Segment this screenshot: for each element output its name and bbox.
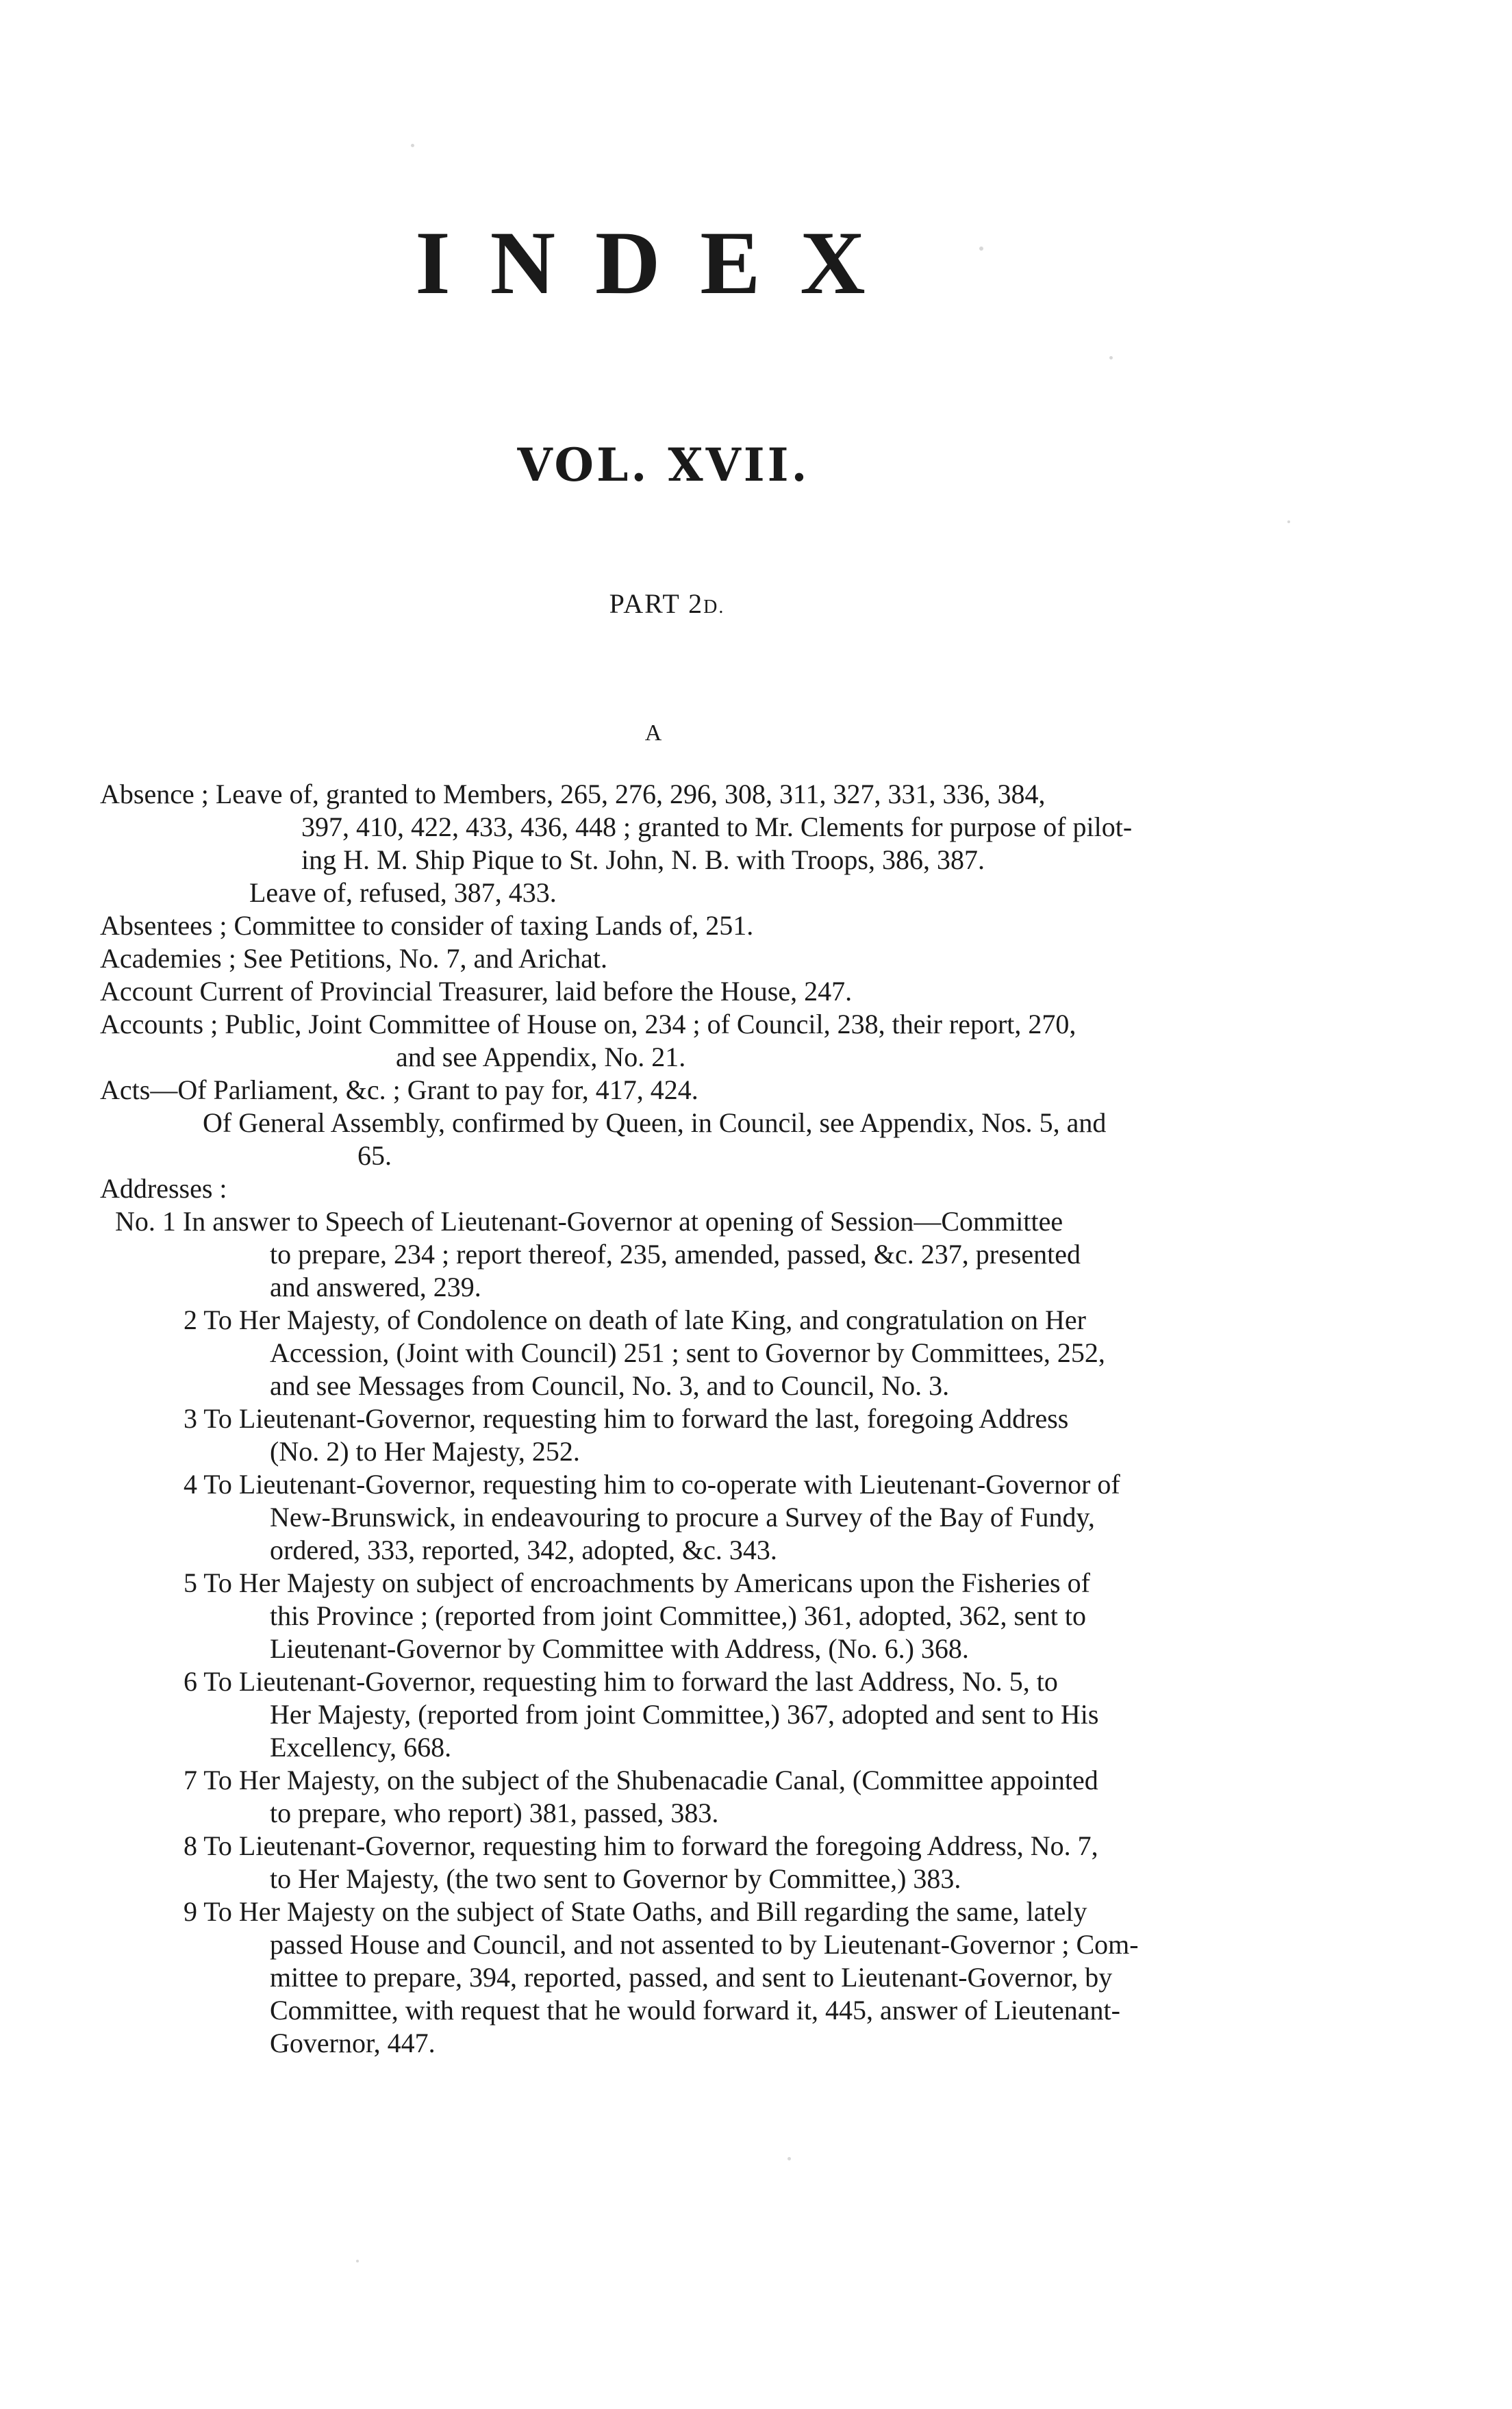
index-entry-continuation: 65. [357,1140,392,1171]
section-letter: A [644,720,662,746]
index-entry-continuation: ing H. M. Ship Pique to St. John, N. B. with Troops, 386, 387. [301,844,985,875]
index-subentry: Of General Assembly, confirmed by Queen, in Council, see Appendix, Nos. 5, and [203,1107,1107,1138]
paper-speckle [1287,520,1290,523]
index-entry-continuation: and see Messages from Council, No. 3, and to Council, No. 3. [270,1370,950,1401]
index-entry-accounts: Accounts ; Public, Joint Committee of House on, 234 ; of Council, 238, their report, 270, [100,1009,1076,1039]
address-item-8: 8 To Lieutenant-Governor, requesting him to forward the foregoing Address, No. 7, [184,1830,1098,1861]
page-title: INDEX [415,212,905,313]
paper-speckle [1109,356,1113,360]
paper-speckle [788,2157,791,2160]
index-entry-continuation: ordered, 333, reported, 342, adopted, &c. 343. [270,1535,777,1565]
index-entry-continuation: Accession, (Joint with Council) 251 ; sent to Governor by Committees, 252, [270,1337,1105,1368]
index-entry-acts: Acts—Of Parliament, &c. ; Grant to pay for, 417, 424. [100,1074,698,1105]
address-item-1: No. 1 In answer to Speech of Lieutenant-Governor at opening of Session—Committee [115,1206,1063,1237]
part-prefix: PART 2 [609,588,704,619]
part-heading [0,588,1423,620]
index-entry-addresses: Addresses : [100,1173,227,1204]
index-subentry: Leave of, refused, 387, 433. [249,877,557,908]
index-entry-academies: Academies ; See Petitions, No. 7, and Arichat. [100,943,607,974]
index-entry-continuation: Excellency, 668. [270,1732,452,1763]
index-entry-absentees: Absentees ; Committee to consider of taxing Lands of, 251. [100,910,754,941]
index-entry-continuation: and see Appendix, No. 21. [396,1042,686,1072]
index-entry-continuation: to prepare, who report) 381, passed, 383. [270,1798,719,1828]
part-suffix: D. [703,596,725,618]
address-item-4: 4 To Lieutenant-Governor, requesting him to co-operate with Lieutenant-Governor of [184,1469,1120,1500]
paper-speckle [411,144,414,147]
index-entry-continuation: passed House and Council, and not assented to by Lieutenant-Governor ; Com- [270,1929,1139,1960]
index-entry-account-current: Account Current of Provincial Treasurer, laid before the House, 247. [100,976,853,1007]
index-entry-continuation: (No. 2) to Her Majesty, 252. [270,1436,580,1467]
index-entry-continuation: 397, 410, 422, 433, 436, 448 ; granted to Mr. Clements for purpose of pilot- [301,811,1133,842]
volume-heading: VOL. XVII. [517,438,810,492]
index-entry-continuation: New-Brunswick, in endeavouring to procure a Survey of the Bay of Fundy, [270,1502,1095,1533]
index-entry-continuation: mittee to prepare, 394, reported, passed, and sent to Lieutenant-Governor, by [270,1962,1113,1993]
address-item-5: 5 To Her Majesty on subject of encroachments by Americans upon the Fisheries of [184,1567,1090,1598]
address-item-2: 2 To Her Majesty, of Condolence on death of late King, and congratulation on Her [184,1304,1086,1335]
index-entry-continuation: Committee, with request that he would forward it, 445, answer of Lieutenant- [270,1995,1120,2026]
index-entry-continuation: Lieutenant-Governor by Committee with Address, (No. 6.) 368. [270,1633,969,1664]
index-entry-continuation: Governor, 447. [270,2028,436,2058]
paper-speckle [979,247,983,251]
index-entry-continuation: this Province ; (reported from joint Committee,) 361, adopted, 362, sent to [270,1600,1087,1631]
address-item-3: 3 To Lieutenant-Governor, requesting him to forward the last, foregoing Address [184,1403,1069,1434]
address-item-9: 9 To Her Majesty on the subject of State Oaths, and Bill regarding the same, lately [184,1896,1087,1927]
index-entry-absence: Absence ; Leave of, granted to Members, 265, 276, 296, 308, 311, 327, 331, 336, 384, [100,779,1046,809]
index-entry-continuation: and answered, 239. [270,1272,481,1302]
index-entry-continuation: to Her Majesty, (the two sent to Governor by Committee,) 383. [270,1863,961,1894]
address-item-6: 6 To Lieutenant-Governor, requesting him to forward the last Address, No. 5, to [184,1666,1058,1697]
paper-speckle [356,2260,359,2262]
address-item-7: 7 To Her Majesty, on the subject of the Shubenacadie Canal, (Committee appointed [184,1765,1098,1795]
index-entry-continuation: to prepare, 234 ; report thereof, 235, amended, passed, &c. 237, presented [270,1239,1081,1270]
index-entry-continuation: Her Majesty, (reported from joint Committee,) 367, adopted and sent to His [270,1699,1099,1730]
